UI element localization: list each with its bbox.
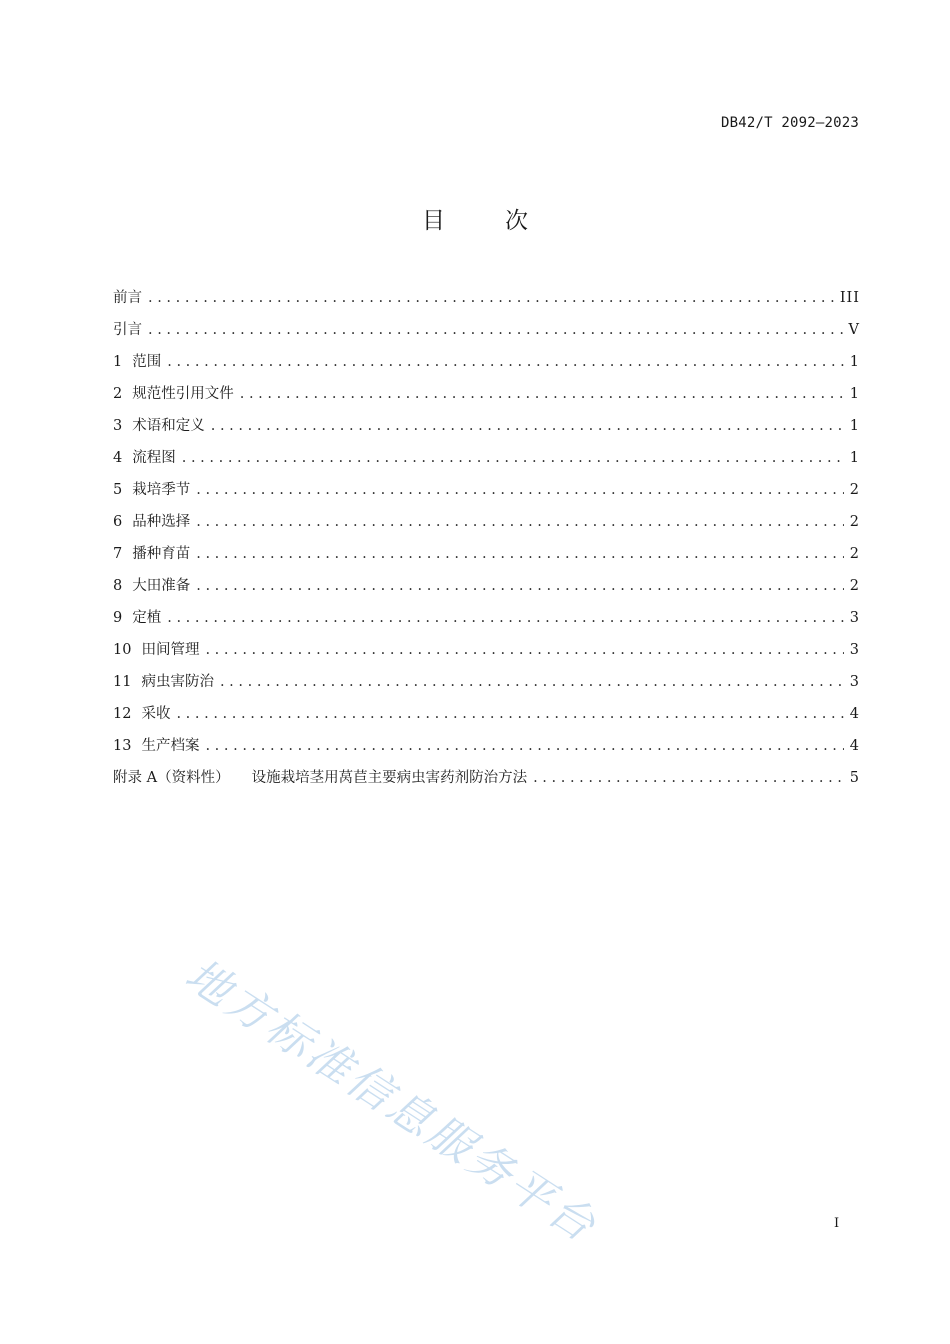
toc-entry[interactable] xyxy=(113,670,860,702)
toc-dot-leader xyxy=(167,354,844,370)
appendix-label: 设施栽培茎用莴苣主要病虫害药剂防治方法 xyxy=(251,770,528,786)
toc-entry-page: 2 xyxy=(849,546,860,562)
page-title xyxy=(0,202,950,235)
toc-entry[interactable] xyxy=(113,414,860,446)
toc-entry-number: 12 xyxy=(113,706,132,722)
toc-dot-leader xyxy=(182,450,844,466)
toc-entry-number: 2 xyxy=(113,386,123,402)
toc-entry-number: 5 xyxy=(113,482,123,498)
title-text: 目次 xyxy=(422,208,588,234)
toc-entry-number: 7 xyxy=(113,546,123,562)
toc-entry-page: 1 xyxy=(849,354,860,370)
toc-entry-page: 4 xyxy=(849,706,860,722)
toc-entry[interactable] xyxy=(113,734,860,766)
toc-entry[interactable] xyxy=(113,350,860,382)
toc-entry-label: 采收 xyxy=(141,706,171,722)
watermark: 地方标准信息服务平台 xyxy=(176,949,607,1254)
toc-entry-number: 1 xyxy=(113,354,123,370)
toc-entry-page: 1 xyxy=(849,450,860,466)
appendix-page: 5 xyxy=(849,770,860,786)
document-code: DB42/T 2092—2023 xyxy=(720,115,859,131)
toc-entry-label: 田间管理 xyxy=(141,642,200,658)
toc-entry[interactable] xyxy=(113,510,860,542)
toc-entry[interactable] xyxy=(113,702,860,734)
toc-entry-label: 前言 xyxy=(113,290,142,306)
toc-entry-page: 1 xyxy=(849,386,860,402)
toc-entry-page: 2 xyxy=(849,578,860,594)
toc-entry-appendix[interactable] xyxy=(113,766,860,798)
toc-entry-label: 病虫害防治 xyxy=(141,674,214,690)
toc-entry-number: 3 xyxy=(113,418,123,434)
toc-entry-page: V xyxy=(848,322,860,338)
toc-dot-leader xyxy=(196,578,844,594)
toc-dot-leader xyxy=(176,706,843,722)
toc-entry-number: 6 xyxy=(113,514,123,530)
toc-entry-label: 播种育苗 xyxy=(132,546,191,562)
toc-entry-page: III xyxy=(839,290,860,306)
toc-entry[interactable] xyxy=(113,606,860,638)
table-of-contents xyxy=(113,286,860,798)
toc-entry-label: 流程图 xyxy=(132,450,176,466)
toc-entry-label: 定植 xyxy=(132,610,162,626)
toc-entry[interactable] xyxy=(113,382,860,414)
toc-dot-leader xyxy=(196,546,844,562)
toc-entry-label: 生产档案 xyxy=(141,738,200,754)
toc-entry[interactable] xyxy=(113,638,860,670)
toc-entry[interactable] xyxy=(113,446,860,478)
toc-entry-number: 9 xyxy=(113,610,123,626)
toc-entry-page: 3 xyxy=(849,674,860,690)
toc-entry[interactable] xyxy=(113,478,860,510)
toc-dot-leader xyxy=(205,738,843,754)
toc-entry-number: 10 xyxy=(113,642,132,658)
toc-dot-leader xyxy=(240,386,844,402)
appendix-prefix: 附录 A（资料性） xyxy=(113,770,230,786)
toc-dot-leader xyxy=(533,770,844,786)
toc-entry-page: 2 xyxy=(849,514,860,530)
toc-entry-page: 3 xyxy=(849,642,860,658)
toc-entry-number: 11 xyxy=(113,674,132,690)
toc-dot-leader xyxy=(205,642,843,658)
toc-dot-leader xyxy=(148,290,834,306)
toc-dot-leader xyxy=(196,514,844,530)
toc-entry[interactable] xyxy=(113,286,860,318)
toc-entry-page: 3 xyxy=(849,610,860,626)
toc-entry-label: 大田准备 xyxy=(132,578,191,594)
toc-entry-number: 13 xyxy=(113,738,132,754)
toc-dot-leader xyxy=(148,322,843,338)
toc-entry-label: 品种选择 xyxy=(132,514,191,530)
toc-dot-leader xyxy=(211,418,844,434)
toc-entry-label: 术语和定义 xyxy=(132,418,205,434)
toc-entry-number: 4 xyxy=(113,450,123,466)
toc-entry-label: 规范性引用文件 xyxy=(132,386,234,402)
toc-entry-page: 1 xyxy=(849,418,860,434)
toc-entry-page: 4 xyxy=(849,738,860,754)
toc-entry[interactable] xyxy=(113,574,860,606)
toc-dot-leader xyxy=(196,482,844,498)
page-number: I xyxy=(834,1216,840,1231)
toc-dot-leader xyxy=(220,674,844,690)
toc-entry-label: 栽培季节 xyxy=(132,482,191,498)
toc-dot-leader xyxy=(167,610,844,626)
toc-entry[interactable] xyxy=(113,542,860,574)
toc-entry-label: 引言 xyxy=(113,322,142,338)
toc-entry-page: 2 xyxy=(849,482,860,498)
toc-entry-number: 8 xyxy=(113,578,123,594)
toc-entry[interactable] xyxy=(113,318,860,350)
toc-entry-label: 范围 xyxy=(132,354,162,370)
